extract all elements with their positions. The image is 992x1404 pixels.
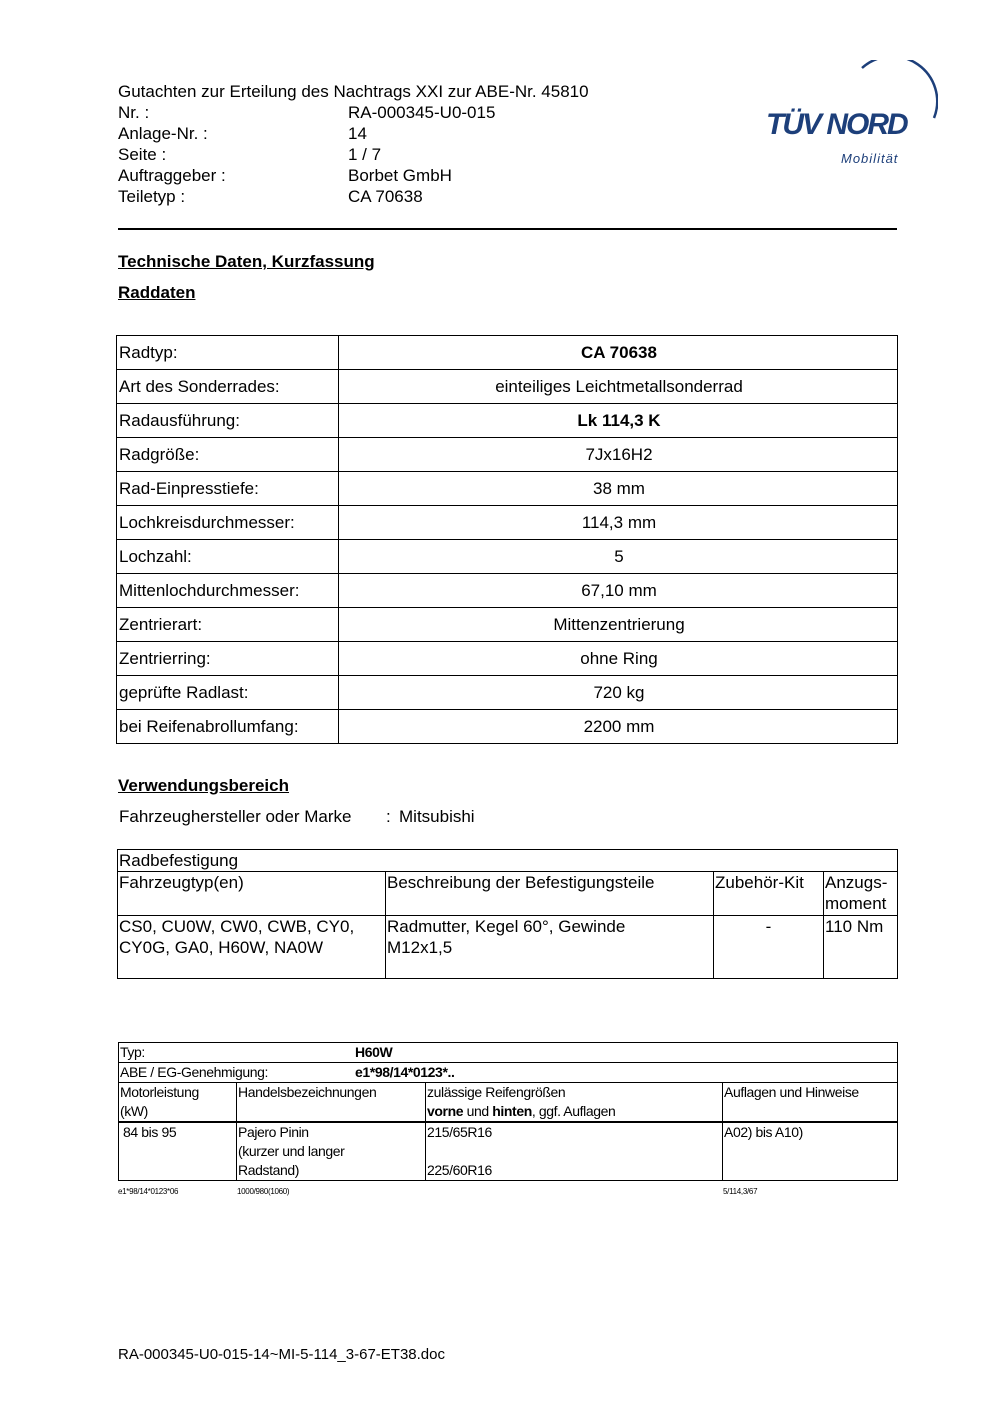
typ-row — [119, 1043, 898, 1063]
row-value: 2200 mm — [339, 710, 898, 744]
cell-line: Radmutter, Kegel 60°, Gewinde — [387, 917, 626, 936]
cell-motorleistung: 84 bis 95 — [119, 1122, 237, 1181]
header-divider — [118, 228, 897, 230]
header-field-value: 1 / 7 — [348, 145, 382, 164]
table-header-row — [118, 872, 898, 916]
table-row — [117, 370, 898, 404]
cell-line: M12x1,5 — [387, 938, 453, 957]
cell-line: CS0, CU0W, CW0, CWB, CY0, — [119, 917, 355, 936]
header-auflagen: Auflagen und Hinweise — [723, 1083, 898, 1123]
section-title-tech: Technische Daten, Kurzfassung — [118, 252, 375, 271]
section-title-verwendung: Verwendungsbereich — [118, 776, 289, 795]
footer-filename: RA-000345-U0-015-14~MI-5-114_3-67-ET38.doc — [118, 1346, 445, 1363]
row-value: ohne Ring — [339, 642, 898, 676]
abe-cell — [119, 1063, 898, 1083]
table-row — [117, 438, 898, 472]
header-anzugsmoment-line1: Anzugs- — [825, 873, 888, 892]
header-line — [427, 1102, 721, 1121]
cell-beschreibung — [386, 916, 714, 979]
logo-subtitle: Mobilität — [841, 151, 899, 166]
row-label: Zentrierart: — [117, 608, 339, 642]
table-row — [117, 336, 898, 370]
row-label: Art des Sonderrades: — [117, 370, 339, 404]
hersteller-line — [119, 807, 475, 827]
small-code-weights: 1000/980(1060) — [237, 1187, 290, 1196]
row-label: Radausführung: — [117, 404, 339, 438]
header-field-value: 14 — [348, 124, 367, 143]
header-field-value: CA 70638 — [348, 187, 423, 206]
row-label: Mittenlochdurchmesser: — [117, 574, 339, 608]
abe-row — [119, 1063, 898, 1083]
header-field-label: Nr. : — [118, 103, 150, 122]
cell-zubehoer: - — [714, 916, 824, 979]
header-hinten: hinten — [492, 1103, 532, 1119]
small-code-approval: e1*98/14*0123*06 — [118, 1187, 179, 1196]
radbefestigung-table — [117, 849, 898, 979]
raddaten-table — [116, 335, 898, 744]
cell-line: Pajero Pinin — [238, 1124, 309, 1140]
table-row — [118, 916, 898, 979]
header-field-label: Teiletyp : — [118, 187, 186, 206]
row-label: Zentrierring: — [117, 642, 339, 676]
small-code-wheel: 5/114,3/67 — [723, 1187, 758, 1196]
row-value: 7Jx16H2 — [339, 438, 898, 472]
header-field-nr — [118, 102, 618, 123]
row-value: Mittenzentrierung — [339, 608, 898, 642]
header-line: (kW) — [120, 1103, 148, 1119]
table-row — [117, 642, 898, 676]
row-label: Radtyp: — [117, 336, 339, 370]
header-rest: , ggf. Auflagen — [531, 1103, 616, 1119]
cell-line: CY0G, GA0, H60W, NA0W — [119, 938, 324, 957]
table-row — [119, 1122, 898, 1181]
header-line: Motorleistung — [120, 1084, 199, 1100]
table-row — [117, 472, 898, 506]
header-field-anlage — [118, 123, 618, 144]
row-label: Lochzahl: — [117, 540, 339, 574]
table-title: Radbefestigung — [118, 850, 898, 872]
row-value: 67,10 mm — [339, 574, 898, 608]
header-field-seite — [118, 144, 618, 165]
row-label: Radgröße: — [117, 438, 339, 472]
header-field-label: Anlage-Nr. : — [118, 124, 208, 143]
row-value: einteiliges Leichtmetallsonderrad — [339, 370, 898, 404]
cell-line: Radstand) — [238, 1162, 299, 1178]
table-title-row — [118, 850, 898, 872]
cell-line: 215/65R16 — [427, 1124, 492, 1140]
document-title: Gutachten zur Erteilung des Nachtrags XXI zur ABE-Nr. 45810 — [118, 82, 589, 101]
header-anzugsmoment — [824, 872, 898, 916]
header-field-auftraggeber — [118, 165, 618, 186]
row-label: bei Reifenabrollumfang: — [117, 710, 339, 744]
cell-anzugsmoment: 110 Nm — [824, 916, 898, 979]
row-value: 38 mm — [339, 472, 898, 506]
hersteller-separator: : — [386, 807, 391, 826]
row-value: 114,3 mm — [339, 506, 898, 540]
typ-cell — [119, 1043, 898, 1063]
header-vorne: vorne — [427, 1103, 464, 1119]
cell-line: (kurzer und langer — [238, 1143, 345, 1159]
table-row — [117, 540, 898, 574]
row-value: 5 — [339, 540, 898, 574]
row-value: 720 kg — [339, 676, 898, 710]
row-value: CA 70638 — [339, 336, 898, 370]
table-row — [117, 710, 898, 744]
cell-spacer — [427, 1142, 721, 1161]
header-zubehoer: Zubehör-Kit — [714, 872, 824, 916]
header-motorleistung — [119, 1083, 237, 1123]
header-field-value: RA-000345-U0-015 — [348, 103, 496, 122]
header-handelsbezeichnungen: Handelsbezeichnungen — [237, 1083, 426, 1123]
cell-line: 225/60R16 — [427, 1162, 492, 1178]
row-value: Lk 114,3 K — [339, 404, 898, 438]
header-fahrzeugtyp: Fahrzeugtyp(en) — [118, 872, 386, 916]
typ-header-row — [119, 1083, 898, 1123]
table-row — [117, 574, 898, 608]
table-row — [117, 506, 898, 540]
row-label: Rad-Einpresstiefe: — [117, 472, 339, 506]
typ-label: Typ: — [120, 1044, 145, 1060]
section-title-raddaten: Raddaten — [118, 283, 196, 302]
hersteller-value: Mitsubishi — [399, 807, 475, 826]
header-reifengroessen — [426, 1083, 723, 1123]
cell-auflagen: A02) bis A10) — [723, 1122, 898, 1181]
table-row — [117, 404, 898, 438]
header-field-label: Auftraggeber : — [118, 166, 226, 185]
header-field-label: Seite : — [118, 145, 167, 164]
typ-table — [118, 1042, 898, 1181]
cell-handelsbezeichnung — [237, 1122, 426, 1181]
table-row — [117, 676, 898, 710]
table-row — [117, 608, 898, 642]
header-line: zulässige Reifengrößen — [427, 1084, 566, 1100]
typ-value: H60W — [355, 1044, 393, 1060]
cell-reifengroessen — [426, 1122, 723, 1181]
cell-fahrzeugtypen — [118, 916, 386, 979]
row-label: Lochkreisdurchmesser: — [117, 506, 339, 540]
header-field-value: Borbet GmbH — [348, 166, 452, 185]
header-beschreibung: Beschreibung der Befestigungsteile — [386, 872, 714, 916]
abe-value: e1*98/14*0123*.. — [355, 1064, 455, 1080]
abe-label: ABE / EG-Genehmigung: — [120, 1064, 269, 1080]
logo-wordmark: TÜV NORD — [766, 108, 907, 141]
row-label: geprüfte Radlast: — [117, 676, 339, 710]
hersteller-label: Fahrzeughersteller oder Marke — [119, 807, 352, 826]
header-und: und — [463, 1103, 493, 1119]
header-field-teiletyp — [118, 186, 618, 207]
header-anzugsmoment-line2: moment — [825, 894, 887, 913]
